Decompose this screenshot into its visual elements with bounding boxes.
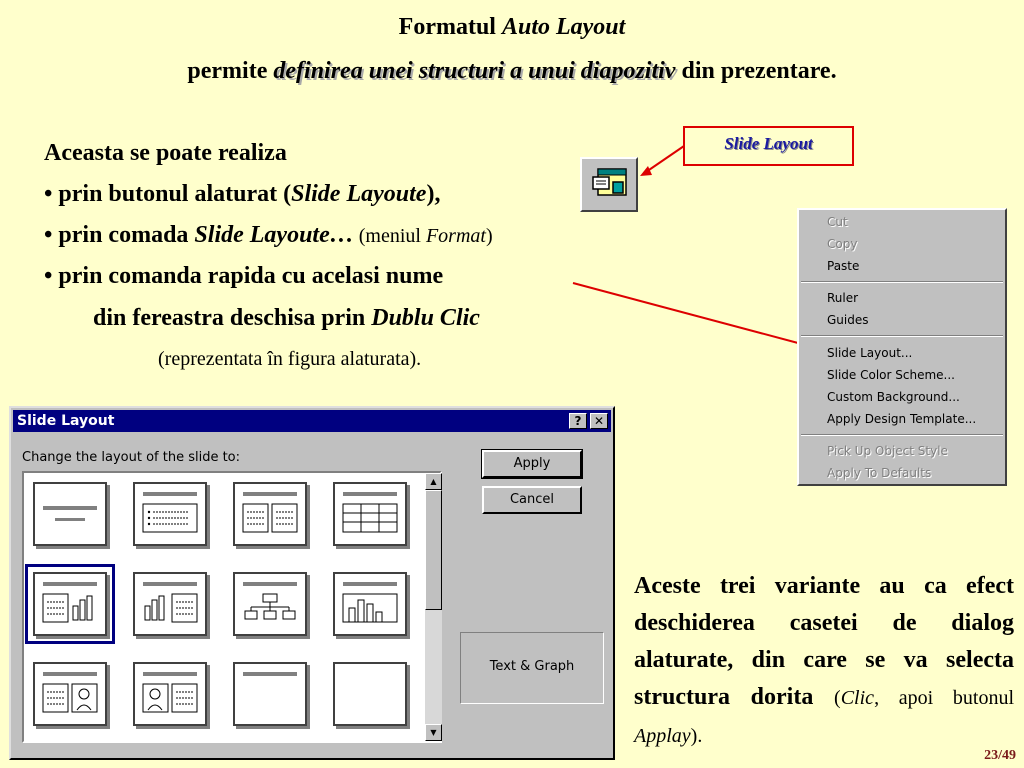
slide-layout-callout: Slide Layout	[683, 126, 854, 166]
menu-item-guides[interactable]: Guides	[827, 313, 869, 327]
layout-preview-label: Text & Graph	[460, 632, 604, 704]
slide-layout-dialog	[9, 406, 615, 760]
callout-arrowhead	[640, 166, 652, 176]
dialog-title: Slide Layout	[17, 413, 115, 429]
menu-item-paste[interactable]: Paste	[827, 259, 860, 273]
layout-two-column-text[interactable]	[233, 482, 307, 546]
layout-thumbnail	[235, 664, 305, 724]
page-number: 23/49	[984, 748, 1016, 763]
help-button[interactable]: ?	[569, 413, 587, 429]
menu-separator	[801, 335, 1003, 337]
layout-thumbnail	[235, 574, 305, 634]
subtitle-text: permite	[187, 58, 274, 84]
layout-gallery[interactable]	[22, 471, 442, 743]
menu-item-apply-defaults[interactable]: Apply To Defaults	[827, 466, 932, 480]
context-menu	[797, 208, 1007, 486]
menu-item-slide-layout[interactable]: Slide Layout...	[827, 346, 913, 360]
gallery-scrollbar[interactable]	[425, 473, 442, 741]
layout-title-only[interactable]	[233, 662, 307, 726]
menu-item-ruler[interactable]: Ruler	[827, 291, 859, 305]
title-text: Formatul	[398, 14, 502, 40]
bullet-tail: ),	[426, 181, 441, 207]
body-line-reference: (reprezentata în figura alaturata).	[158, 348, 422, 370]
layout-prompt-label: Change the layout of the slide to:	[22, 450, 241, 465]
layout-text-and-graph[interactable]	[33, 572, 107, 636]
scroll-down-icon[interactable]: ▼	[425, 724, 442, 741]
menu-separator	[801, 281, 1003, 283]
menu-item-cut[interactable]: Cut	[827, 215, 848, 229]
explanation-text: Aceste trei variante au ca efect deschiderea casetei de dialog alaturate, din care se va selecta structura dorita	[634, 573, 1014, 710]
scroll-up-icon[interactable]: ▲	[425, 473, 442, 490]
menu-connector-line	[573, 283, 798, 343]
cancel-button[interactable]: Cancel	[482, 486, 582, 514]
layout-blank[interactable]	[333, 662, 407, 726]
title-emphasis: Auto Layout	[501, 14, 626, 40]
layout-bulleted-list[interactable]	[133, 482, 207, 546]
layout-clip-art-and-text[interactable]	[133, 662, 207, 726]
layout-thumbnail	[35, 574, 105, 634]
layout-thumbnail	[335, 574, 405, 634]
bullet-shortcut: • prin comanda rapida cu acelasi nume	[44, 263, 444, 289]
menu-item-copy[interactable]: Copy	[827, 237, 858, 251]
layout-table[interactable]	[333, 482, 407, 546]
tail-part: , apoi butonul	[874, 687, 1015, 709]
tail-part: ).	[690, 725, 703, 747]
subtitle-tail: din prezentare.	[675, 58, 837, 84]
layout-thumbnail	[135, 664, 205, 724]
tail-part: Clic	[840, 687, 875, 709]
bullet-note-emphasis: Format	[425, 225, 486, 247]
dialog-titlebar	[13, 410, 611, 432]
layout-title-slide[interactable]	[33, 482, 107, 546]
layout-thumbnail	[335, 484, 405, 544]
callout-line	[646, 146, 684, 172]
layout-thumbnail	[135, 574, 205, 634]
layout-org-chart[interactable]	[233, 572, 307, 636]
scroll-thumb[interactable]	[425, 490, 442, 610]
layout-graph-and-text[interactable]	[133, 572, 207, 636]
layout-graph[interactable]	[333, 572, 407, 636]
explanation-paragraph	[634, 568, 1014, 755]
bullet-emphasis: Slide Layoute…	[194, 222, 354, 248]
bullet-note: (meniul	[353, 225, 426, 247]
tail-part: (	[834, 687, 841, 709]
tail-part: Applay	[634, 725, 691, 747]
body-text: din fereastra deschisa prin	[93, 305, 372, 331]
apply-button[interactable]: Apply	[482, 450, 582, 478]
close-button[interactable]: ✕	[590, 413, 608, 429]
menu-item-apply-template[interactable]: Apply Design Template...	[827, 412, 977, 426]
menu-item-pick-up-style[interactable]: Pick Up Object Style	[827, 444, 948, 458]
menu-separator	[801, 434, 1003, 436]
bullet-emphasis: Slide Layoute	[291, 181, 427, 207]
subtitle-emphasis: definirea unei structuri a unui diapozitiv	[273, 58, 676, 84]
bullet-note-tail: )	[485, 225, 493, 247]
bullet-text: • prin butonul alaturat (	[44, 181, 292, 207]
body-emphasis: Dublu Clic	[371, 305, 480, 331]
layout-text-and-clip-art[interactable]	[33, 662, 107, 726]
layout-thumbnail	[35, 664, 105, 724]
menu-item-color-scheme[interactable]: Slide Color Scheme...	[827, 368, 955, 382]
layout-thumbnail	[35, 484, 105, 544]
layout-thumbnail	[235, 484, 305, 544]
menu-item-custom-background[interactable]: Custom Background...	[827, 390, 960, 404]
body-line-1: Aceasta se poate realiza	[44, 140, 287, 166]
layout-thumbnail	[135, 484, 205, 544]
bullet-text: • prin comada	[44, 222, 195, 248]
